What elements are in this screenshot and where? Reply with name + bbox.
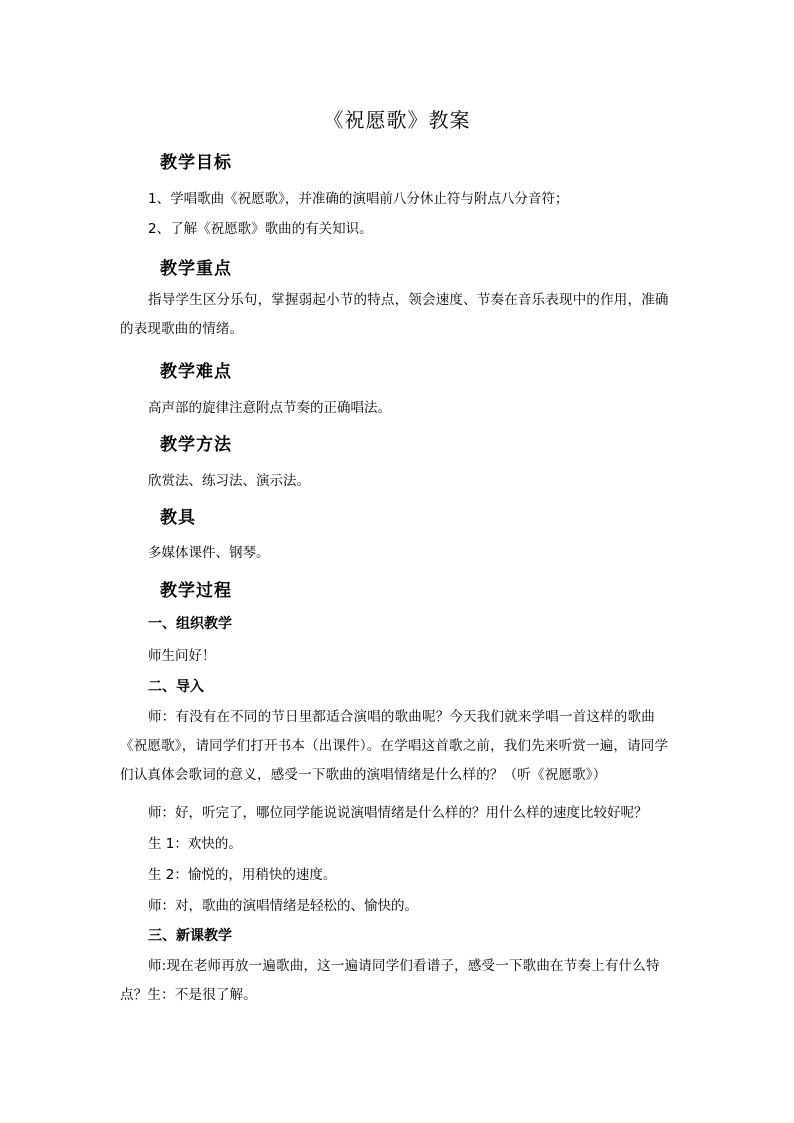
difficulties-text: 高声部的旋律注意附点节奏的正确唱法。 [148,400,391,416]
key-points-text: 指导学生区分乐句，掌握弱起小节的特点，领会速度、节奏在音乐表现中的作用，准确的表现歌曲的情绪。 [120,292,669,337]
heading-tools: 教具 [160,508,196,528]
tools-text: 多媒体课件、钢琴。 [148,545,270,561]
step2-paragraph-2: 师：好，听完了，哪位同学能说说演唱情绪是什么样的？用什么样的速度比较好呢？ [148,805,648,821]
step1-heading: 一、组织教学 [148,616,232,632]
methods-text: 欣赏法、练习法、演示法。 [148,473,310,489]
step1-text: 师生问好！ [148,648,216,664]
heading-goals: 教学目标 [160,153,232,173]
step2-paragraph-4: 生 2：愉悦的，用稍快的速度。 [148,867,337,883]
goal-item-2: 2、了解《祝愿歌》歌曲的有关知识。 [148,221,373,237]
document-title: 《祝愿歌》教案 [323,108,471,132]
step2-paragraph-3: 生 1：欢快的。 [148,836,242,852]
goal-item-1: 1、学唱歌曲《祝愿歌》，并准确的演唱前八分休止符与附点八分音符； [148,191,569,207]
heading-difficulties: 教学难点 [160,362,232,382]
step3-heading: 三、新课教学 [148,928,232,944]
step2-heading: 二、导入 [148,679,204,695]
heading-key-points: 教学重点 [160,259,232,279]
heading-methods: 教学方法 [160,435,232,455]
step2-paragraph-5: 师：对，歌曲的演唱情绪是轻松的、愉快的。 [148,898,418,914]
step3-paragraph-1: 师:现在老师再放一遍歌曲，这一遍请同学们看谱子，感受一下歌曲在节奏上有什么特点？生：不是很了解。 [120,958,660,1003]
step2-paragraph-1: 师：有没有在不同的节日里都适合演唱的歌曲呢？今天我们就来学唱一首这样的歌曲《祝愿歌》，请同学们打开书本（出课件）。在学唱这首歌之前，我们先来听赏一遍，请同学们认真体会歌词的意义，感受一下歌曲的演唱情绪是什么样的？（听《祝愿歌》） [120,709,669,783]
heading-process: 教学过程 [160,581,232,601]
